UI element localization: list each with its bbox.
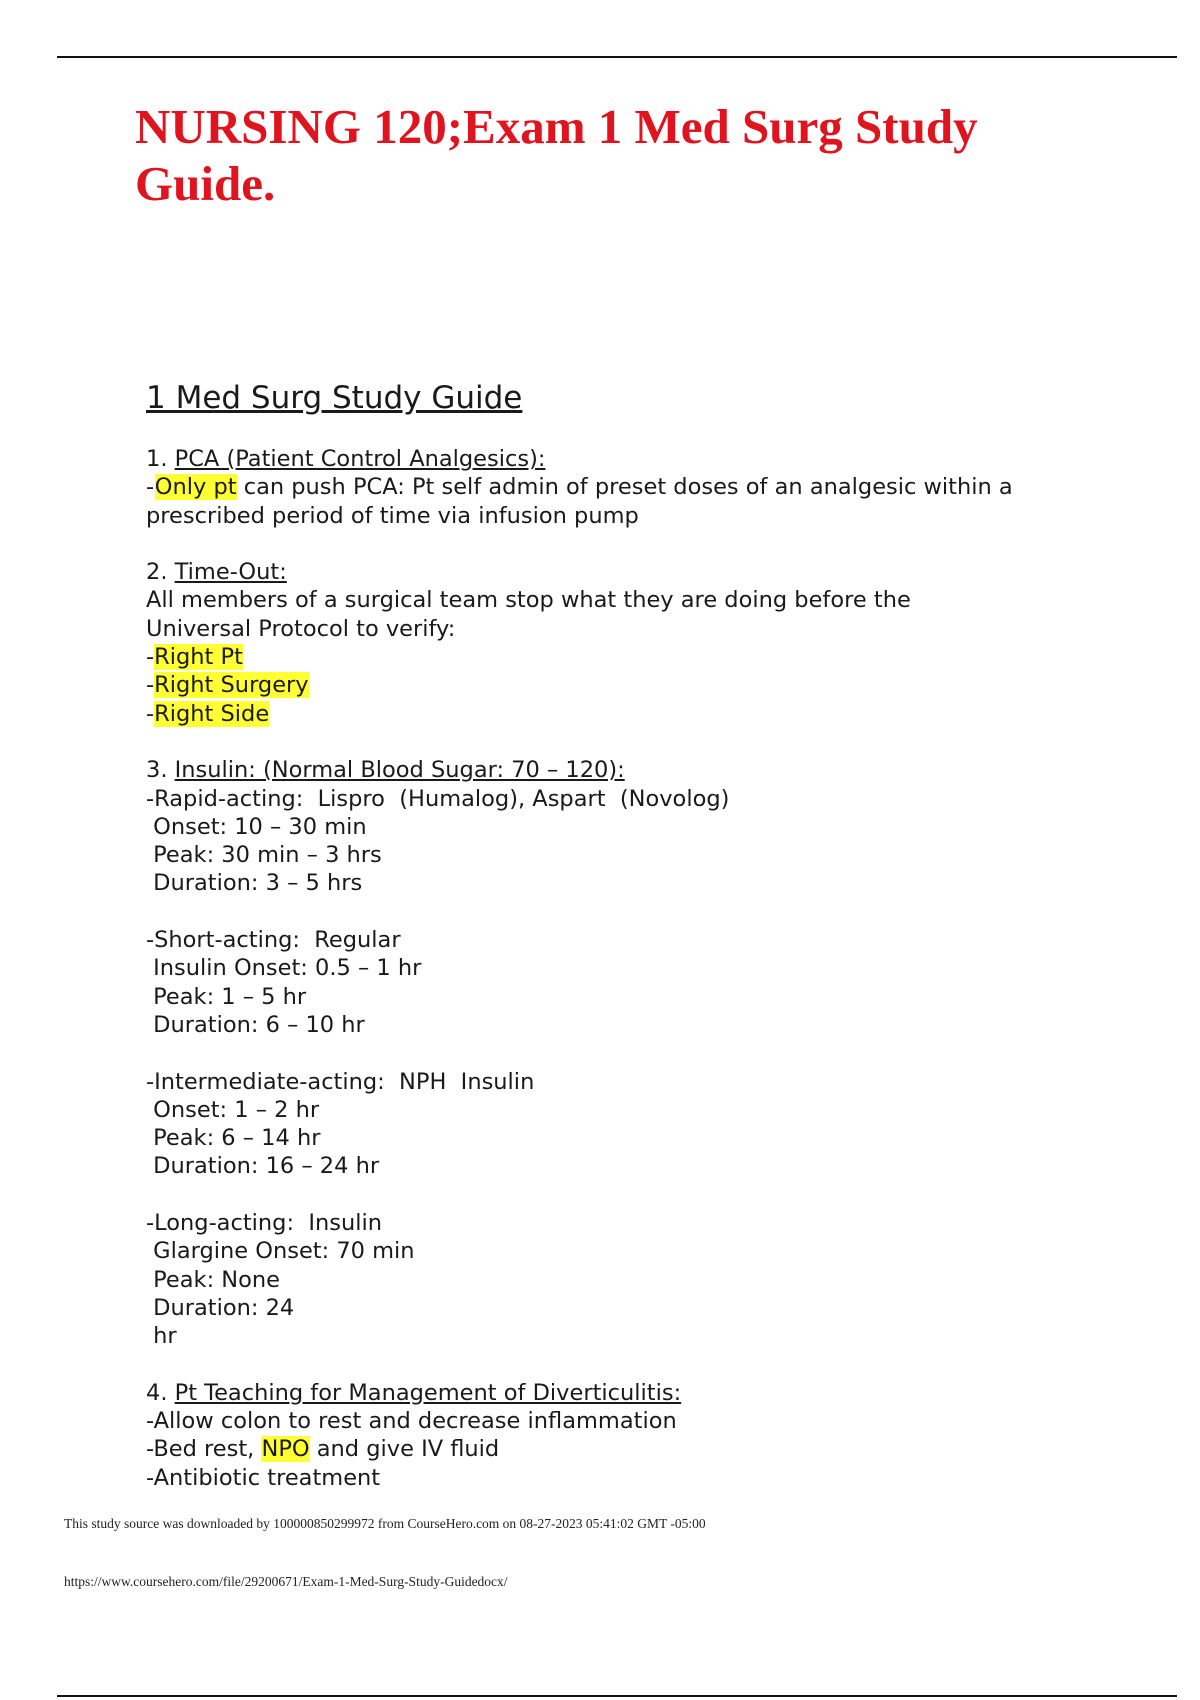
spacer	[146, 530, 1106, 558]
highlighted-text: Right Pt	[154, 644, 243, 671]
body-line: Duration: 24	[146, 1294, 295, 1321]
body-line: Insulin Onset: 0.5 – 1 hr	[146, 955, 422, 982]
body-line: Duration: 6 – 10 hr	[146, 1011, 365, 1038]
body-line: Onset: 1 – 2 hr	[146, 1096, 320, 1123]
document-title: NURSING 120;Exam 1 Med Surg Study Guide.	[135, 99, 978, 211]
body-line: Peak: 6 – 14 hr	[146, 1125, 321, 1152]
body-line: -Long-acting: Insulin	[146, 1210, 382, 1237]
body-line: -Right Side	[146, 700, 270, 727]
numbered-heading	[146, 756, 1106, 784]
study-guide-body	[146, 445, 1106, 1492]
body-line: prescribed period of time via infusion pump	[146, 502, 639, 529]
body-line: All members of a surgical team stop what they are doing before the	[146, 587, 911, 614]
body-line: Peak: 1 – 5 hr	[146, 983, 307, 1010]
item-heading: Pt Teaching for Management of Diverticulitis:	[174, 1379, 682, 1406]
spacer	[146, 1351, 1106, 1379]
body-line: Glargine Onset: 70 min	[146, 1238, 415, 1265]
top-rule	[57, 56, 1177, 58]
download-note: This study source was downloaded by 100000850299972 from CourseHero.com on 08-27-2023 05:41:02 GMT -05:00	[64, 1516, 706, 1531]
body-line	[146, 1039, 1106, 1067]
section-heading: 1 Med Surg Study Guide	[146, 380, 523, 416]
body-line: -Antibiotic treatment	[146, 1464, 381, 1491]
body-line	[146, 898, 1106, 926]
body-line: hr	[146, 1323, 177, 1350]
body-line: -Right Surgery	[146, 672, 309, 699]
body-line: Onset: 10 – 30 min	[146, 813, 367, 840]
body-line: -Allow colon to rest and decrease inflammation	[146, 1408, 677, 1435]
item-heading: Insulin: (Normal Blood Sugar: 70 – 120):	[174, 757, 625, 784]
body-line: Peak: None	[146, 1266, 281, 1293]
highlighted-text: Right Side	[154, 700, 270, 727]
body-line: -Short-acting: Regular	[146, 927, 401, 954]
body-line: Peak: 30 min – 3 hrs	[146, 842, 382, 869]
item-number: 2.	[146, 559, 175, 586]
numbered-heading	[146, 445, 1106, 473]
body-line: -Intermediate-acting: NPH Insulin	[146, 1068, 535, 1095]
body-line: Universal Protocol to verify:	[146, 615, 456, 642]
body-line: -Right Pt	[146, 644, 243, 671]
body-line: -Only pt can push PCA: Pt self admin of preset doses of an analgesic within a	[146, 474, 1013, 501]
body-line: Duration: 3 – 5 hrs	[146, 870, 363, 897]
body-line	[146, 1181, 1106, 1209]
highlighted-text: Only pt	[154, 474, 237, 501]
numbered-heading	[146, 1379, 1106, 1407]
item-number: 1.	[146, 446, 175, 472]
body-line: -Rapid-acting: Lispro (Humalog), Aspart (Novolog)	[146, 785, 730, 812]
spacer	[146, 728, 1106, 756]
highlighted-text: Right Surgery	[154, 672, 309, 699]
item-number: 4.	[146, 1379, 175, 1406]
source-url[interactable]: https://www.coursehero.com/file/29200671/Exam-1-Med-Surg-Study-Guidedocx/	[64, 1574, 508, 1589]
body-line: Duration: 16 – 24 hr	[146, 1153, 380, 1180]
numbered-heading	[146, 558, 1106, 586]
item-number: 3.	[146, 757, 175, 784]
bottom-rule	[57, 1695, 1177, 1697]
body-line: -Bed rest, NPO and give IV fluid	[146, 1436, 500, 1463]
item-heading: Time-Out:	[174, 559, 287, 586]
item-heading: PCA (Patient Control Analgesics):	[174, 446, 546, 472]
highlighted-text: NPO	[261, 1436, 310, 1463]
